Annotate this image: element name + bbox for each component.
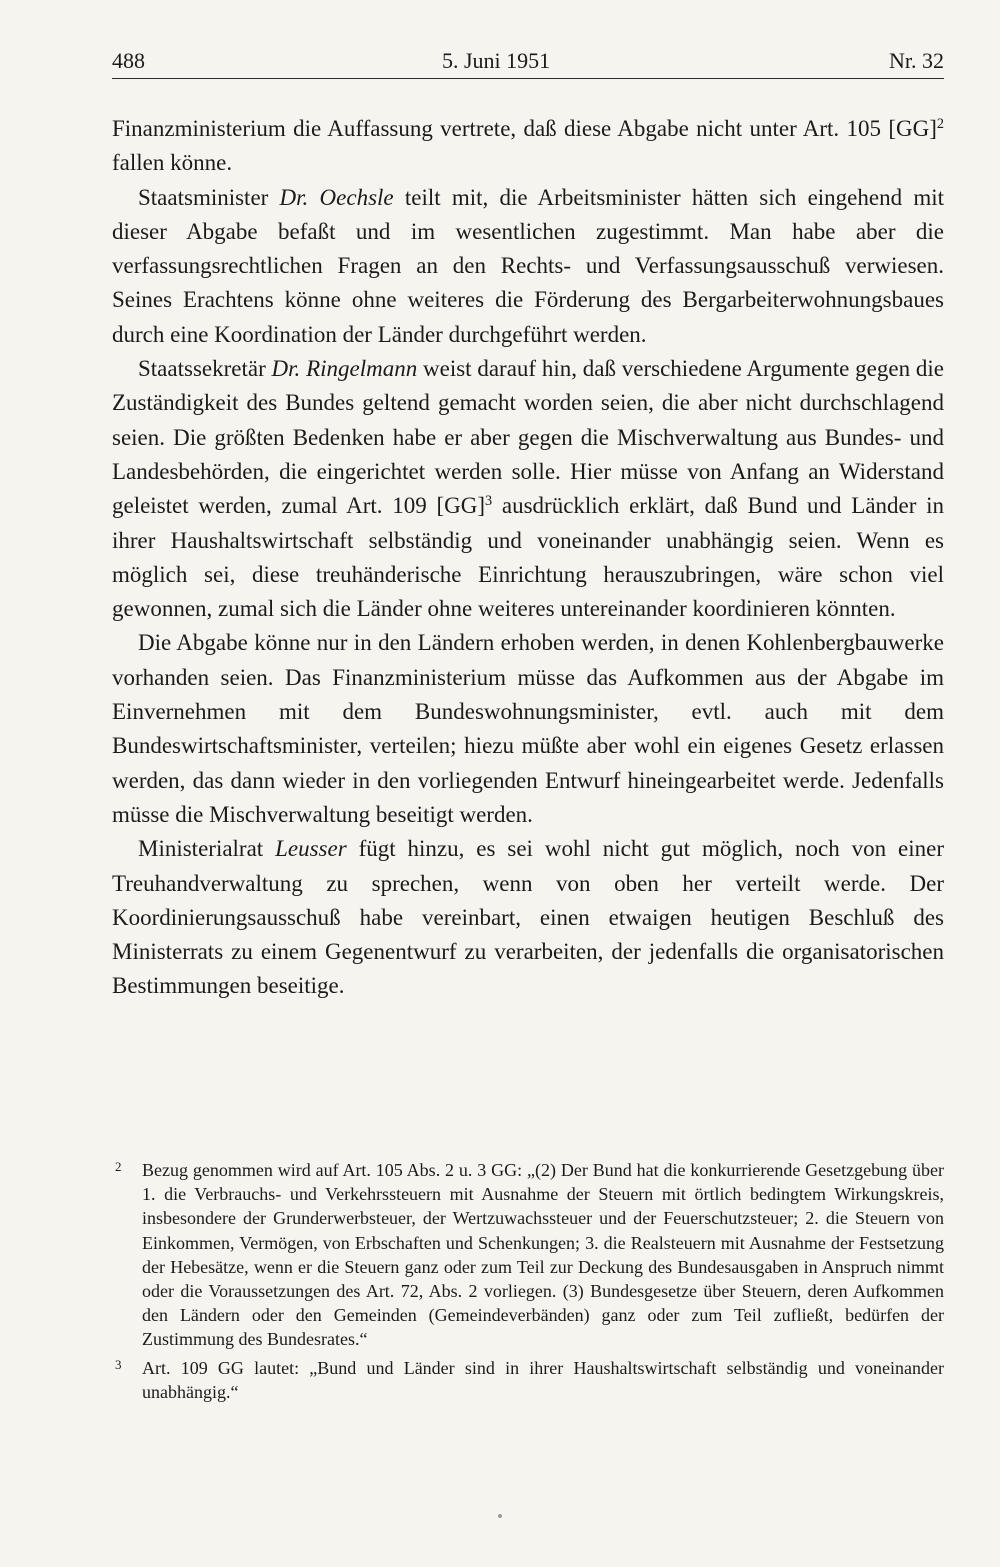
footnote xyxy=(112,1158,944,1352)
text-run: Finanzministerium die Auffassung vertrete, daß diese Abgabe nicht unter Art. 105 [GG] xyxy=(112,116,937,141)
text-run: teilt mit, die Arbeitsminister hätten sich eingehend mit dieser Abgabe befaßt und im wesentlichen zugestimmt. Man habe aber die verfassungsrechtlichen Fragen an den Rechts- und Verfassungsausschuß verwiesen. Seines Erachtens könne ohne weiteres die Förderung des Bergarbeiterwohnungsbaues durch eine Koordination der Länder durchgeführt werden. xyxy=(112,184,944,347)
text-run: Staatssekretär xyxy=(138,356,272,382)
text-run: Ministerialrat xyxy=(138,836,276,862)
footnote-mark: 2 xyxy=(115,1159,122,1174)
text-run: fügt hinzu, es sei wohl nicht gut möglich, noch von einer Treuhandverwaltung zu sprechen, wenn von oben her verteilt werde. Der Koordinierungsausschuß habe vereinbart, einen etwaigen heutigen Beschluß des Ministerrats zu einem Gegenentwurf zu verarbeiten, der jedenfalls die organisatorischen Bestimmungen beseitige. xyxy=(112,836,945,999)
text-run: Staatsminister xyxy=(138,184,280,210)
speaker-name: Leusser xyxy=(275,836,347,862)
running-header xyxy=(112,44,944,78)
text-run: weist darauf hin, daß verschiedene Argumente gegen die Zuständigkeit des Bundes geltend gemacht worden seien, die aber nicht durchschlagend seien. Die größten Bedenken habe er aber gegen die Mischverwaltung aus Bundes- und Landesbehörden, die eingerichtet werden solle. Hier müsse von Anfang an Widerstand geleistet werden, zumal Art. 109 [GG] xyxy=(112,356,944,519)
body-paragraph xyxy=(112,112,944,181)
footnote-text: Art. 109 GG lautet: „Bund und Länder sind in ihrer Haushaltswirtschaft selbständig und voneinander unabhängig.“ xyxy=(142,1357,944,1402)
header-rule xyxy=(112,78,944,79)
header-date: 5. Juni 1951 xyxy=(442,48,551,73)
page-number: 488 xyxy=(112,48,145,73)
footnotes xyxy=(112,1158,944,1408)
body-text xyxy=(112,112,944,1004)
speaker-name: Dr. Ringelmann xyxy=(271,356,418,382)
footnote xyxy=(112,1356,944,1404)
footnote-reference: 2 xyxy=(936,116,944,133)
footnote-reference: 3 xyxy=(485,493,493,510)
text-run: Die Abgabe könne nur in den Ländern erhoben werden, in denen Kohlenbergbauwerke vorhanden seien. Das Finanzministerium müsse das Aufkommen aus der Abgabe im Einvernehmen mit dem Bundeswohnungsminister, evtl. auch mit dem Bundeswirtschaftsminister, verteilen; hiezu müßte aber wohl ein eigenes Gesetz erlassen werden, das dann wieder in den vorliegenden Entwurf hineingearbeitet werde. Jedenfalls müsse die Mischverwaltung beseitigt werden. xyxy=(112,630,944,827)
issue-number: Nr. 32 xyxy=(889,48,944,73)
body-paragraph xyxy=(112,626,944,832)
text-run: fallen könne. xyxy=(112,150,233,176)
speaker-name: Dr. Oechsle xyxy=(279,184,394,210)
body-paragraph xyxy=(112,181,944,352)
text-run: ausdrücklich erklärt, daß Bund und Länder in ihrer Haushaltswirtschaft selbständig und voneinander unabhängig seien. Wenn es möglich sei, diese treuhänderische Einrichtung herauszubringen, wäre schon viel gewonnen, zumal sich die Länder ohne weiteres untereinander koordinieren könnten. xyxy=(112,493,944,622)
paper-speck xyxy=(498,1514,502,1518)
footnote-text: Bezug genommen wird auf Art. 105 Abs. 2 u. 3 GG: „(2) Der Bund hat die konkurrierende Gesetzgebung über 1. die Verbrauchs- und Verkehrssteuern mit Ausnahme der Steuern mit örtlich bedingtem Wirkungskreis, insbesondere der Grunderwerbsteuer, der Wertzuwachssteuer und der Feuerschutzsteuer; 2. die Steuern von Einkommen, Vermögen, von Erbschaften und Schenkungen; 3. die Realsteuern mit Ausnahme der Festsetzung der Hebesätze, wenn er die Steuern ganz oder zum Teil zur Deckung des Bundesausgaben in Anspruch nimmt oder die Voraussetzungen des Art. 72, Abs. 2 vorliegen. (3) Bundesgesetze über Steuern, deren Aufkommen den Ländern oder den Gemeinden (Gemeindeverbänden) ganz oder zum Teil zufließt, bedürfen der Zustimmung des Bundesrates.“ xyxy=(142,1160,944,1350)
body-paragraph xyxy=(112,352,944,626)
footnote-mark: 3 xyxy=(115,1356,122,1372)
body-paragraph xyxy=(112,832,944,1003)
